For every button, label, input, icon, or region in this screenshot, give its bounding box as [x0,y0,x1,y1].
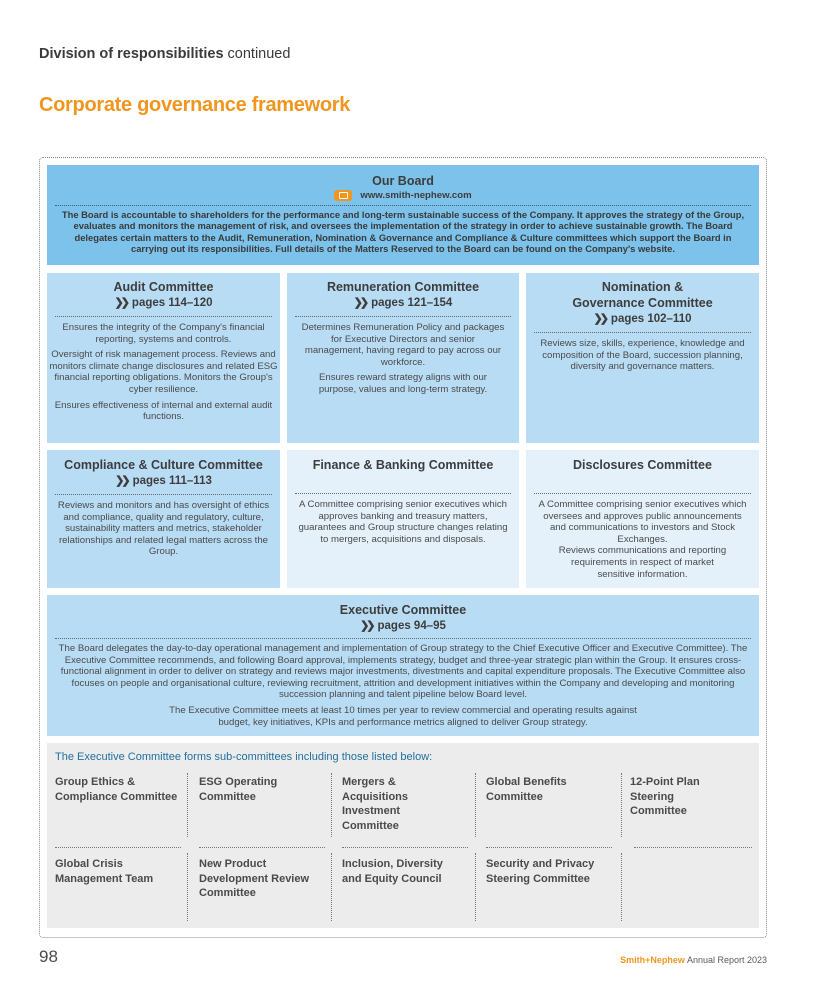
divider [634,847,752,848]
subcommittees-panel [47,743,759,928]
executive-committee-pages[interactable] [47,618,759,634]
compliance-committee-box [47,450,280,588]
nomination-paragraph: Reviews size, skills, experience, knowledge and composition of the Board, succession planning, diversity and governance matters. [540,338,745,373]
disclosures-paragraph: A Committee comprising senior executives which oversees and approves public announcements and communications to investors and Stock Exchanges. [538,499,747,545]
board-website-text[interactable]: www.smith-nephew.com [360,190,472,201]
audit-paragraph: Oversight of risk management process. Reviews and monitors climate change disclosures and related ESG financial reporting obligations. Monitors the Group's cyber resilience. [49,349,278,395]
subcommittee-item: Mergers & Acquisitions Investment Committee [342,776,409,832]
section-header [39,46,290,62]
board-title: Our Board [372,174,434,188]
double-chevron-right-icon: ❯❯ [360,620,373,632]
divider [295,316,511,317]
nomination-committee-box [526,273,759,443]
board-description: The Board is accountable to shareholders for the performance and long-term sustainable success of the Company. It approves the strategy of the Group, evaluates and monitors the management of risk, and oversees the implementation of the strategy in order to achieve sustainable growth. The Board delegates certain matters to the Audit, Remuneration, Nomination & Governance and Compliance & Culture committees which support the Board in carrying out its responsibilities. Full details of the Matters Reserved to the Board can be found on the Company's website. [61,209,745,255]
executive-paragraph: The Board delegates the day-to-day operational management and implementation of Group strategy to the Chief Executive Officer and Executive Committee). The Executive Committee recommends, and following Board approval, implements strategy, budget and three-year strategic plan within the Group. It ensures cross-functional alignment in order to deliver on strategy and reviews major investments, divestments and capital expenditure proposals. The Executive Committee also focuses on people and organisational culture, reviewing recruitment, attrition and development initiatives within the Company and developing and monitoring succession planning and talent pipeline below Board level. [58,643,748,701]
audit-pages-text[interactable]: pages 114–120 [131,297,213,309]
subcommittee-item: Global Benefits Committee [486,776,567,803]
divider [187,773,188,837]
footer-brand-name: Smith+Nephew [620,955,685,965]
disclosures-committee-title: Disclosures Committee [573,458,712,472]
subcommittee-item: Global Crisis Management Team [55,858,154,885]
nomination-pages-text[interactable]: pages 102–110 [610,313,692,325]
disclosures-committee-box [526,450,759,588]
divider [534,332,751,333]
board-box [47,165,759,265]
page-number: 98 [39,947,58,966]
divider [331,853,332,921]
audit-paragraph: Ensures the integrity of the Company's financial reporting, systems and controls. [62,322,265,345]
page-title: Corporate governance framework [39,94,351,116]
footer-report-name: Annual Report 2023 [686,955,767,965]
subcommittee-item: Inclusion, Diversity and Equity Council [342,858,443,885]
divider [55,316,272,317]
remuneration-committee-box [287,273,519,443]
remuneration-paragraph: Ensures reward strategy aligns with our purpose, values and long-term strategy. [318,372,488,395]
subcommittee-item: ESG Operating Committee [199,776,278,803]
audit-paragraph: Ensures effectiveness of internal and external audit functions. [54,399,273,423]
divider [475,853,476,921]
remuneration-committee-pages[interactable] [287,295,519,311]
nomination-committee-title-line2: Governance Committee [572,296,713,310]
web-link-icon [334,190,352,201]
disclosures-paragraph: Reviews communications and reporting requirements in respect of market sensitive information. [558,545,727,580]
audit-committee-pages[interactable] [47,295,280,311]
divider [187,853,188,921]
divider [621,853,622,921]
nomination-committee-title-line1: Nomination & [601,280,684,294]
double-chevron-right-icon: ❯❯ [115,475,128,487]
footer-brand [620,955,767,965]
divider [534,493,751,494]
compliance-paragraph: Reviews and monitors and has oversight of ethics and compliance, quality and regulatory, culture, sustainability matters and metrics, stakeholder relationships and related legal matters across the Group. [57,500,270,558]
divider [55,847,181,848]
divider [621,773,622,837]
double-chevron-right-icon: ❯❯ [353,297,367,309]
divider [295,493,511,494]
compliance-committee-pages[interactable] [47,473,280,489]
nomination-committee-pages[interactable] [526,311,759,327]
finance-paragraph: A Committee comprising senior executives which approves banking and treasury matters, guarantees and Group structure changes relating to mergers, acquisitions and disposals. [298,499,508,545]
divider [55,205,751,206]
section-header-suffix: continued [227,46,291,62]
finance-committee-title: Finance & Banking Committee [312,458,494,472]
subcommittees-intro: The Executive Committee forms sub-committees including those listed below: [55,751,433,763]
executive-committee-title: Executive Committee [339,603,467,617]
double-chevron-right-icon: ❯❯ [114,297,127,309]
compliance-pages-text[interactable]: pages 111–113 [132,475,212,487]
divider [342,847,468,848]
divider [55,494,272,495]
executive-pages-text[interactable]: pages 94–95 [377,620,446,632]
board-website-link[interactable] [47,190,759,201]
subcommittee-item: Group Ethics & Compliance Committee [55,776,178,803]
divider [486,847,612,848]
compliance-committee-title: Compliance & Culture Committee [64,458,263,472]
double-chevron-right-icon: ❯❯ [593,313,606,325]
subcommittee-item: 12-Point Plan Steering Committee [630,776,700,817]
divider [331,773,332,837]
divider [199,847,325,848]
finance-committee-box [287,450,519,588]
divider [55,638,751,639]
subcommittee-item: New Product Development Review Committee [199,858,310,899]
subcommittee-item: Security and Privacy Steering Committee [486,858,595,885]
remuneration-committee-title: Remuneration Committee [326,280,480,294]
divider [475,773,476,837]
executive-paragraph: The Executive Committee meets at least 10 times per year to review commercial and operating results against budget, key initiatives, KPIs and performance metrics aligned to deliver Group strategy. [169,704,637,728]
audit-committee-box [47,273,280,443]
section-header-title: Division of responsibilities [39,46,224,62]
executive-committee-box [47,595,759,736]
remuneration-pages-text[interactable]: pages 121–154 [371,297,453,309]
audit-committee-title: Audit Committee [113,280,214,294]
remuneration-paragraph: Determines Remuneration Policy and packages for Executive Directors and senior management, having regard to pay across our workforce. [301,322,505,368]
